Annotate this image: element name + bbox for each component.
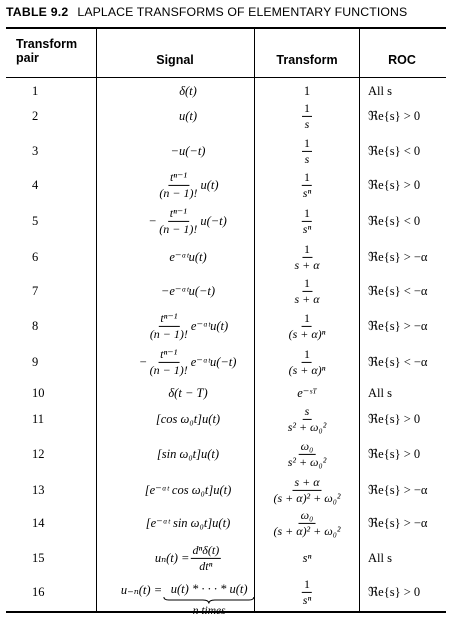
table-title: LAPLACE TRANSFORMS OF ELEMENTARY FUNCTIONS [77,5,408,19]
signal-cell [179,110,197,123]
signal-cell [149,206,227,236]
signal-cell [148,311,228,341]
signal-fraction [191,543,222,573]
transform-fraction [272,508,343,538]
signal-cell [140,347,237,377]
pair-number: 11 [32,411,45,426]
roc-cell: All s [368,385,392,400]
column-divider [96,29,97,611]
roc-cell: ℜe{s} > 0 [368,411,421,426]
denominator: sⁿ [302,592,312,607]
transform-fraction [292,276,321,306]
signal-fraction [148,347,190,377]
signal-tail: u(−t) [200,213,227,228]
signal-fraction [157,170,199,200]
pair-number: 6 [32,249,39,264]
roc-cell: ℜe{s} < −α [368,354,428,369]
denominator: dtⁿ [199,558,213,573]
signal-lhs: uₙ(t) = [154,550,190,565]
pair-number: 4 [32,177,39,192]
roc-cell: ℜe{s} < 0 [368,143,421,158]
roc-cell: ℜe{s} > 0 [368,108,421,123]
numerator: s [304,403,310,418]
transform-cell [287,347,328,377]
numerator: 1 [303,576,310,591]
transform-cell [286,439,329,469]
signal-fraction [157,206,199,236]
signal-cell [179,85,197,98]
top-rule [6,27,446,29]
signal-expr: [e⁻ᵅᵗ sin ω₀t]u(t) [145,515,231,530]
pair-number: 16 [32,584,45,599]
transform-fraction [286,439,329,469]
denominator: sⁿ [302,221,312,236]
signal-cell [121,583,255,617]
transform-cell [302,101,312,131]
pair-number: 1 [32,83,39,98]
column-divider [359,29,360,611]
numerator: tⁿ⁻¹ [160,310,178,325]
column-divider [254,29,255,611]
underbrace-icon [163,597,255,604]
numerator: 1 [304,135,310,150]
transform-cell [287,311,328,341]
numerator: ω₀ [300,507,314,522]
transform-cell [272,475,343,505]
roc-cell: ℜe{s} > −α [368,482,428,497]
signal-tail: e⁻ᵅᵗu(−t) [190,354,237,369]
transform-fraction [286,404,329,434]
transform-fraction [292,242,321,272]
roc-cell: ℜe{s} > −α [368,249,428,264]
transform-cell [303,552,312,565]
signal-expr: [cos ω₀t]u(t) [155,411,221,426]
pair-number: 15 [32,550,45,565]
transform-expr: sⁿ [302,550,312,565]
brace-label: n times [192,604,226,617]
signal-expr: [sin ω₀t]u(t) [156,446,220,461]
signal-cell [146,517,231,530]
roc-cell: ℜe{s} > −α [368,318,428,333]
transform-fraction [301,206,313,236]
numerator: s + α [294,474,320,489]
denominator: s² + ω₀² [287,454,327,469]
transform-fraction [287,347,328,377]
transform-fraction [302,136,312,166]
numerator: 1 [304,100,310,115]
signal-cell [169,251,206,264]
denominator: (n − 1)! [159,221,198,236]
transform-cell [292,242,321,272]
signal-cell [145,484,232,497]
signal-expr: e⁻ᵅᵗu(t) [169,249,207,264]
signal-expr: [e⁻ᵅᵗ cos ω₀t]u(t) [144,482,232,497]
signal-cell [168,387,207,400]
signal-cell [155,543,221,573]
signal-cell [161,285,215,298]
roc-cell: All s [368,83,392,98]
numerator: tⁿ⁻¹ [169,205,187,220]
transform-cell [304,85,310,98]
roc-cell: ℜe{s} > 0 [368,177,421,192]
denominator: (n − 1)! [149,326,188,341]
transform-fraction [301,170,313,200]
transform-cell [301,206,313,236]
signal-tail: e⁻ᵅᵗu(t) [190,318,229,333]
transform-cell [272,508,343,538]
table-caption [6,5,407,19]
signal-expr: u(t) [178,108,198,123]
signal-cell [156,413,220,426]
signal-cell [171,145,206,158]
pair-number: 9 [32,354,39,369]
roc-cell: ℜe{s} > 0 [368,584,421,599]
transform-fraction [301,577,313,607]
pair-number: 5 [32,213,39,228]
pair-number: 12 [32,446,45,461]
numerator: tⁿ⁻¹ [169,169,187,184]
underbrace-group [163,583,255,617]
roc-cell: ℜe{s} > 0 [368,446,421,461]
header-pair-line1: Transform [16,37,78,51]
roc-cell: All s [368,550,392,565]
roc-cell: ℜe{s} < −α [368,283,428,298]
header-roc: ROC [388,53,416,67]
numerator: dⁿδ(t) [192,542,220,557]
numerator: 1 [304,346,310,361]
signal-expr: δ(t) [179,83,197,98]
signal-sign: − [139,354,147,369]
denominator: (s + α)ⁿ [288,362,326,377]
transform-cell [301,170,313,200]
numerator: tⁿ⁻¹ [160,346,178,361]
pair-number: 13 [32,482,45,497]
denominator: s + α [294,257,320,272]
numerator: 1 [303,275,310,290]
transform-expr: 1 [303,83,311,98]
signal-cell [157,170,218,200]
numerator: 1 [303,205,310,220]
pair-number: 10 [32,385,45,400]
denominator: (n − 1)! [159,185,198,200]
denominator: s [304,151,310,166]
transform-cell [297,387,317,400]
roc-cell: ℜe{s} < 0 [368,213,421,228]
pair-number: 8 [32,318,39,333]
signal-expr: −e⁻ᵅᵗu(−t) [160,283,216,298]
numerator: 1 [304,310,310,325]
transform-cell [286,404,329,434]
roc-cell: ℜe{s} > −α [368,515,428,530]
signal-expr: u(t) * · · · * u(t) [170,582,248,596]
header-rule [6,77,446,78]
signal-fraction [148,311,190,341]
signal-expr: −u(−t) [170,143,206,158]
denominator: s + α [294,291,320,306]
denominator: (s + α)² + ω₀² [273,523,341,538]
numerator: 1 [303,169,310,184]
pair-number: 3 [32,143,39,158]
denominator: s [304,116,310,131]
transform-cell [301,577,313,607]
denominator: s² + ω₀² [287,419,327,434]
transform-cell [292,276,321,306]
transform-cell [302,136,312,166]
signal-tail: u(t) [200,177,219,192]
transform-fraction [287,311,328,341]
signal-expr: δ(t − T) [168,385,208,400]
transform-expr: e⁻ˢᵀ [297,385,317,400]
signal-cell [157,448,219,461]
denominator: (s + α)² + ω₀² [273,490,341,505]
numerator: ω₀ [300,438,314,453]
header-transform-pair [16,37,77,65]
signal-sign: − [149,213,157,228]
transform-fraction [302,101,312,131]
header-transform: Transform [276,53,338,67]
pair-number: 14 [32,515,45,530]
table-label: TABLE 9.2 [6,5,69,19]
header-pair-line2: pair [16,51,39,65]
pair-number: 2 [32,108,39,123]
pair-number: 7 [32,283,39,298]
denominator: (s + α)ⁿ [288,326,326,341]
denominator: (n − 1)! [149,362,188,377]
denominator: sⁿ [302,185,312,200]
numerator: 1 [303,241,310,256]
header-signal: Signal [156,53,194,67]
signal-lhs: u₋ₙ(t) = [120,583,163,597]
transform-fraction [272,475,343,505]
